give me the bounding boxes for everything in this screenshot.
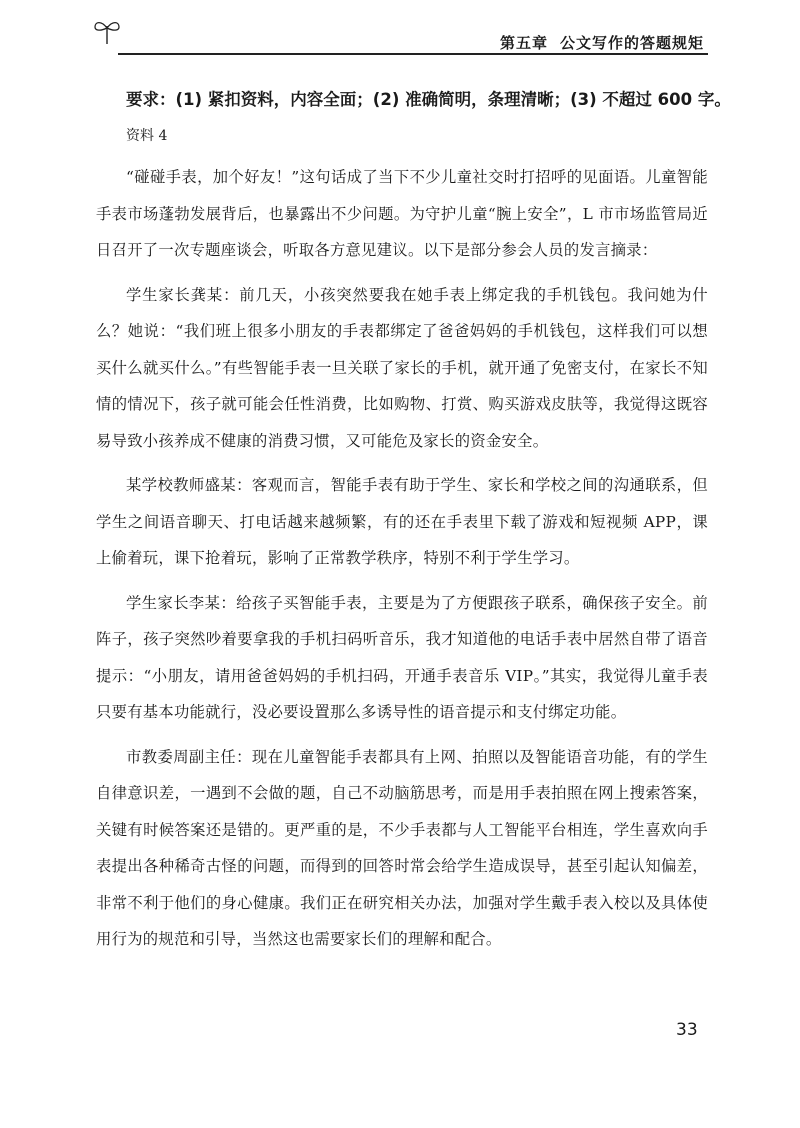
- chapter-number: 第五章: [499, 34, 548, 52]
- page-number: 33: [676, 1020, 698, 1040]
- paragraph-parent-gong: 学生家长龚某：前几天，小孩突然要我在她手表上绑定我的手机钱包。我问她为什么？她说：“我们班上很多小朋友的手表都绑定了爸爸妈妈的手机钱包，这样我们可以想买什么就买什么。”有些智能手表一旦关联了家长的手机，就开通了免密支付，在家长不知情的情况下，孩子就可能会任性消费，比如购物、打赏、购买游戏皮肤等，我觉得这既容易导致小孩养成不健康的消费习惯，又可能危及家长的资金安全。: [96, 285, 708, 450]
- chapter-heading: [500, 32, 704, 53]
- sprout-icon: [92, 16, 122, 46]
- page-body: [96, 85, 731, 966]
- header-rule: [118, 53, 708, 55]
- requirement-line: 要求：(1) 紧扣资料，内容全面；(2) 准确简明，条理清晰；(3) 不超过 600 字。: [126, 90, 731, 109]
- page-header: [92, 14, 708, 54]
- material-title: 资料 4: [126, 128, 168, 144]
- chapter-title: 公文写作的答题规矩: [559, 34, 704, 52]
- paragraph-teacher-sheng: 某学校教师盛某：客观而言，智能手表有助于学生、家长和学校之间的沟通联系，但学生之间语音聊天、打电话越来越频繁，有的还在手表里下载了游戏和短视频 APP，课上偷着玩，课下抢着玩，影响了正常教学秩序，特别不利于学生学习。: [96, 476, 708, 567]
- paragraph-director-zhou: 市教委周副主任：现在儿童智能手表都具有上网、拍照以及智能语音功能，有的学生自律意识差，一遇到不会做的题，自己不动脑筋思考，而是用手表拍照在网上搜索答案，关键有时候答案还是错的。更严重的是，不少手表都与人工智能平台相连，学生喜欢向手表提出各种稀奇古怪的问题，而得到的回答时常会给学生造成误导，甚至引起认知偏差，非常不利于他们的身心健康。我们正在研究相关办法，加强对学生戴手表入校以及具体使用行为的规范和引导，当然这也需要家长们的理解和配合。: [96, 747, 708, 948]
- paragraph-parent-li: 学生家长李某：给孩子买智能手表，主要是为了方便跟孩子联系，确保孩子安全。前阵子，孩子突然吵着要拿我的手机扫码听音乐，我才知道他的电话手表中居然自带了语音提示：“小朋友，请用爸爸妈妈的手机扫码，开通手表音乐 VIP。”其实，我觉得儿童手表只要有基本功能就行，没必要设置那么多诱导性的语音提示和支付绑定功能。: [96, 593, 708, 721]
- paragraph-intro: “碰碰手表，加个好友！”这句话成了当下不少儿童社交时打招呼的见面语。儿童智能手表市场蓬勃发展背后，也暴露出不少问题。为守护儿童“腕上安全”，L 市市场监管局近日召开了一次专题座谈会，听取各方意见建议。以下是部分参会人员的发言摘录：: [96, 168, 708, 259]
